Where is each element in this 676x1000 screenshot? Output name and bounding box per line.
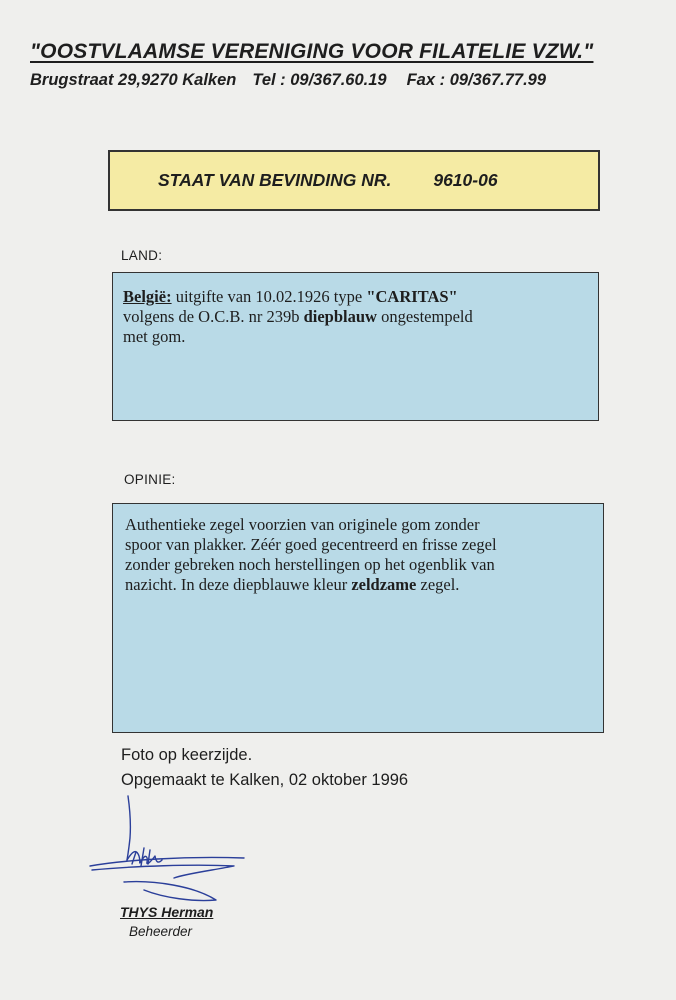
association-title: "OOSTVLAAMSE VERENIGING VOOR FILATELIE VZW." [30, 40, 594, 63]
land-line-3: met gom. [123, 327, 186, 346]
opinie-box [112, 503, 604, 733]
land-box [112, 272, 599, 421]
stamp-type: "CARITAS" [366, 287, 458, 306]
association-contact [30, 71, 670, 90]
certificate-number-box [108, 150, 600, 211]
signer-role: Beheerder [129, 924, 193, 939]
signer-name: THYS Herman [120, 904, 214, 920]
opinie-line-2: spoor van plakker. Zéér goed gecentreerd en frisse zegel [125, 535, 497, 554]
country-name: België: [123, 287, 172, 306]
land-heading: LAND: [121, 248, 163, 263]
certificate-label: STAAT VAN BEVINDING NR. [158, 170, 392, 190]
address: Brugstraat 29,9270 Kalken [30, 71, 237, 89]
opinie-line-1: Authentieke zegel voorzien van originele gom zonder [125, 515, 480, 534]
rarity-word: zeldzame [351, 575, 417, 594]
telephone: Tel : 09/367.60.19 [252, 71, 387, 89]
land-line-1: België: uitgifte van 10.02.1926 type "CARITAS" [123, 287, 458, 306]
drawn-up-note: Opgemaakt te Kalken, 02 oktober 1996 [121, 771, 409, 789]
photo-note: Foto op keerzijde. [121, 746, 253, 764]
fax: Fax : 09/367.77.99 [406, 71, 547, 89]
handwritten-signature [84, 790, 254, 905]
stamp-color: diepblauw [303, 307, 377, 326]
land-line-2: volgens de O.C.B. nr 239b diepblauw ongestempeld [123, 307, 473, 326]
opinie-line-4: nazicht. In deze diepblauwe kleur zeldzame zegel. [125, 575, 460, 594]
opinie-line-3: zonder gebreken noch herstellingen op het ogenblik van [125, 555, 495, 574]
certificate-number: 9610-06 [433, 170, 498, 190]
opinie-heading: OPINIE: [124, 472, 176, 487]
